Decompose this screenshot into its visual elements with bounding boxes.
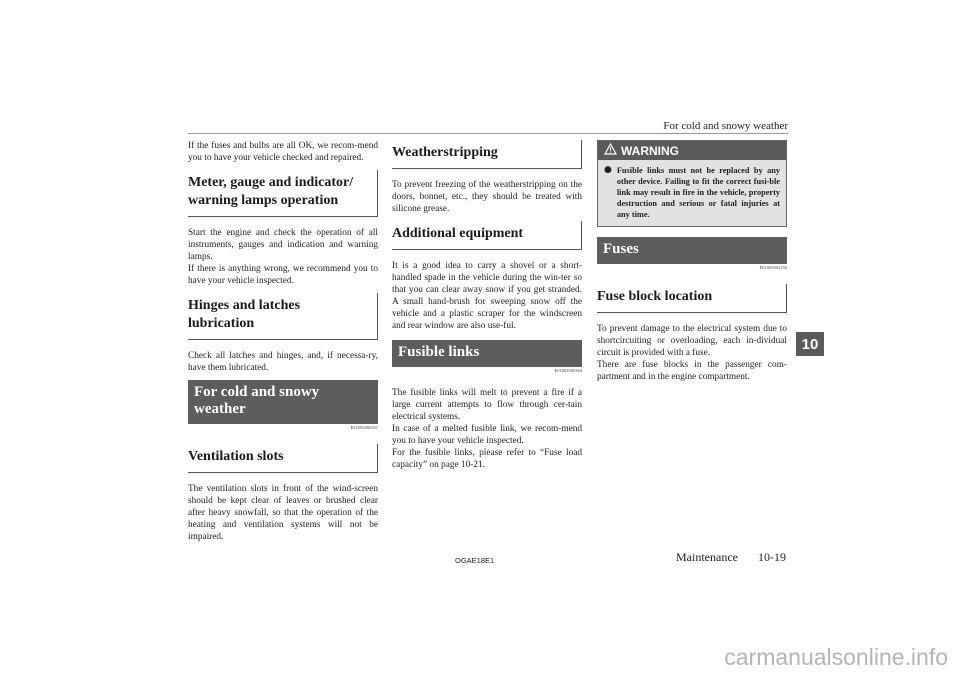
paragraph: If the fuses and bulbs are all OK, we recom-mend you to have your vehicle checked and repaired. [188, 141, 378, 163]
paragraph: If there is anything wrong, we recommend you to have your vehicle inspected. [188, 264, 378, 286]
footer-doc-code: OGAE18E1 [455, 556, 495, 565]
header-rule [188, 133, 788, 134]
section-banner-fuses: Fuses [597, 237, 787, 264]
paragraph: In case of a melted fusible link, we recom-mend you to have your vehicle inspected. [392, 424, 582, 446]
heading-fuse-block-location: Fuse block location [597, 284, 787, 313]
heading-hinges: Hinges and latches lubrication [188, 293, 378, 340]
column-1 [188, 140, 378, 549]
section-banner-fusible-links: Fusible links [392, 340, 582, 367]
paragraph: To prevent freezing of the weatherstripping on the doors, bonnet, etc., they should be treated with silicone grease. [392, 180, 582, 214]
paragraph: For the fusible links, please refer to “Fuse load capacity” on page 10-21. [392, 448, 582, 470]
footer-section: Maintenance [676, 550, 738, 564]
section-code: E01002900364 [554, 368, 582, 373]
warning-label: WARNING [621, 143, 679, 158]
chapter-tab: 10 [796, 332, 824, 356]
watermark: carmanualsonline.info [724, 644, 948, 670]
warning-box [597, 140, 787, 227]
paragraph: There are fuse blocks in the passenger com-partment and in the engine compartment. [597, 360, 787, 382]
paragraph: Check all latches and hinges, and, if necessa-ry, have them lubricated. [188, 351, 378, 373]
heading-ventilation: Ventilation slots [188, 444, 378, 473]
warning-body [598, 160, 786, 226]
paragraph: Start the engine and check the operation of all instruments, gauges and indication and warning lamps. [188, 228, 378, 262]
heading-meter-gauge: Meter, gauge and indicator/ warning lamps operation [188, 170, 378, 217]
paragraph: The ventilation slots in front of the wind-screen should be kept clear of leaves or brushed clear after heavy snowfall, so that the operation of the heating and ventilation systems will not be impaired. [188, 484, 378, 542]
heading-additional-equipment: Additional equipment [392, 221, 582, 250]
paragraph: The fusible links will melt to prevent a fire if a large current attempts to flow through cer-tain electrical systems. [392, 388, 582, 422]
page-number: 10-19 [758, 550, 786, 564]
paragraph: It is a good idea to carry a shovel or a short-handled spade in the vehicle during the win-ter so that you can clear away snow if you get stranded. A small hand-brush for sweeping snow off the vehicle and a plastic scraper for the windscreen and rear window are also use-ful. [392, 261, 582, 331]
column-2 [392, 140, 582, 477]
warning-text: Fusible links must not be replaced by any other device. Failing to fit the correct fusi-ble link may result in fire in the vehicle, property destruction and serious or fatal injuries at any time. [616, 166, 780, 219]
section-code: E01002800361 [350, 425, 378, 430]
running-head: For cold and snowy weather [663, 120, 788, 132]
section-banner-cold-weather: For cold and snowy weather [188, 380, 378, 424]
warning-header [598, 141, 786, 160]
heading-weatherstripping: Weatherstripping [392, 140, 582, 169]
warning-triangle-icon [604, 143, 617, 158]
column-3 [597, 140, 787, 389]
paragraph: To prevent damage to the electrical system due to shortcircuiting or overloading, each in-dividual circuit is provided with a fuse. [597, 324, 787, 358]
bullet-icon: ● [604, 165, 612, 175]
section-code: E01003002250 [759, 265, 787, 270]
